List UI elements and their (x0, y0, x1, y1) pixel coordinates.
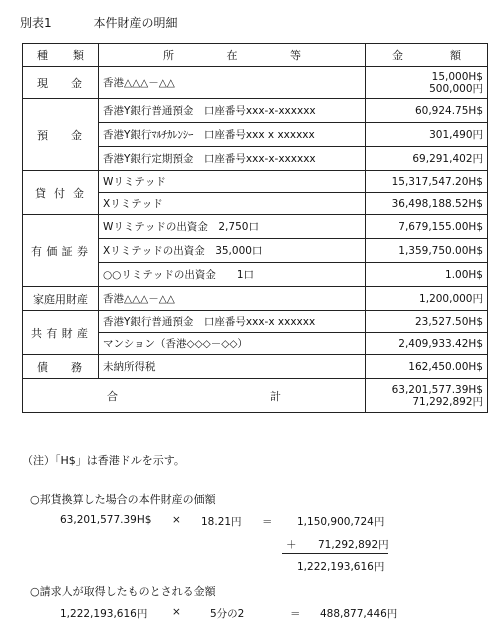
category-cell: 現 金 (23, 67, 99, 99)
header-category: 種 類 (23, 44, 99, 67)
location-cell: ○○リミテッドの出資金 1口 (99, 263, 366, 287)
calc-operand: 18.21円 (201, 516, 242, 528)
category-cell: 債 務 (23, 355, 99, 379)
calc-result: 1,150,900,724円 (297, 516, 385, 528)
category-cell: 有 価 証 券 (23, 215, 99, 287)
calc-operator: × (172, 606, 181, 618)
location-cell: 香港Y銀行普通預金 口座番号xxx-x xxxxxx (99, 311, 366, 333)
calc-operand: 71,292,892円 (318, 539, 389, 551)
amount-cell: 1,200,000円 (366, 287, 488, 311)
amount-cell: 23,527.50H$ (366, 311, 488, 333)
table-header-row (23, 44, 488, 67)
amount-cell: 301,490円 (366, 123, 488, 147)
header-amount: 金 額 (366, 44, 488, 67)
amount-cell: 1.00H$ (366, 263, 488, 287)
location-cell: 未納所得税 (99, 355, 366, 379)
appendix-label: 別表1 (20, 16, 52, 30)
amount-cell: 1,359,750.00H$ (366, 239, 488, 263)
location-cell: 香港Y銀行ﾏﾙﾁｶﾚﾝｼｰ 口座番号xxx x xxxxxx (99, 123, 366, 147)
calc-equals: ＝ (290, 608, 301, 620)
table-row (23, 99, 488, 123)
amount-cell: 2,409,933.42H$ (366, 333, 488, 355)
footnote: （注）「H$」は香港ドルを示す。 (22, 454, 185, 467)
table-row (23, 311, 488, 333)
calc-operator: ＋ (286, 539, 297, 551)
location-cell: 香港△△△－△△ (99, 287, 366, 311)
calc-result: 488,877,446円 (320, 608, 398, 620)
amount-cell: 69,291,402円 (366, 147, 488, 171)
calc-operand: 63,201,577.39H$ (60, 514, 152, 526)
category-cell: 預 金 (23, 99, 99, 171)
location-cell: Xリミテッドの出資金 35,000口 (99, 239, 366, 263)
amount-cell: 36,498,188.52H$ (366, 193, 488, 215)
sum-underline (282, 553, 388, 554)
category-cell: 共 有 財 産 (23, 311, 99, 355)
table-row (23, 67, 488, 99)
calc-operand: 5分の2 (210, 608, 245, 620)
amount-cell: 60,924.75H$ (366, 99, 488, 123)
total-row (23, 379, 488, 413)
category-cell: 貸 付 金 (23, 171, 99, 215)
calc-operand: 1,222,193,616円 (60, 608, 148, 620)
header-location: 所 在 等 (99, 44, 366, 67)
category-cell: 家庭用財産 (23, 287, 99, 311)
table-row (23, 171, 488, 193)
amount-cell: 162,450.00H$ (366, 355, 488, 379)
amount-cell: 7,679,155.00H$ (366, 215, 488, 239)
calc-equals: ＝ (262, 516, 273, 528)
claimant-amount-title: ○請求人が取得したものとされる金額 (30, 585, 216, 598)
table-row (23, 215, 488, 239)
amount-cell: 15,000H$ 500,000円 (366, 67, 488, 99)
amount-cell: 15,317,547.20H$ (366, 171, 488, 193)
location-cell: Xリミテッド (99, 193, 366, 215)
table-row (23, 355, 488, 379)
location-cell: Wリミテッドの出資金 2,750口 (99, 215, 366, 239)
total-amount-cell: 63,201,577.39H$ 71,292,892円 (366, 379, 488, 413)
table-row (23, 287, 488, 311)
document-heading (20, 14, 177, 31)
location-cell: Wリミテッド (99, 171, 366, 193)
location-cell: 香港Y銀行定期預金 口座番号xxx-x-xxxxxx (99, 147, 366, 171)
total-label-cell: 合 計 (23, 379, 366, 413)
location-cell: 香港△△△－△△ (99, 67, 366, 99)
document-title: 本件財産の明細 (93, 16, 178, 30)
calc-operator: × (172, 514, 181, 526)
location-cell: 香港Y銀行普通預金 口座番号xxx-x-xxxxxx (99, 99, 366, 123)
yen-conversion-title: ○邦貨換算した場合の本件財産の価額 (30, 493, 216, 506)
location-cell: マンション（香港◇◇◇－◇◇） (99, 333, 366, 355)
property-detail-table (22, 43, 488, 413)
calc-result: 1,222,193,616円 (297, 561, 385, 573)
